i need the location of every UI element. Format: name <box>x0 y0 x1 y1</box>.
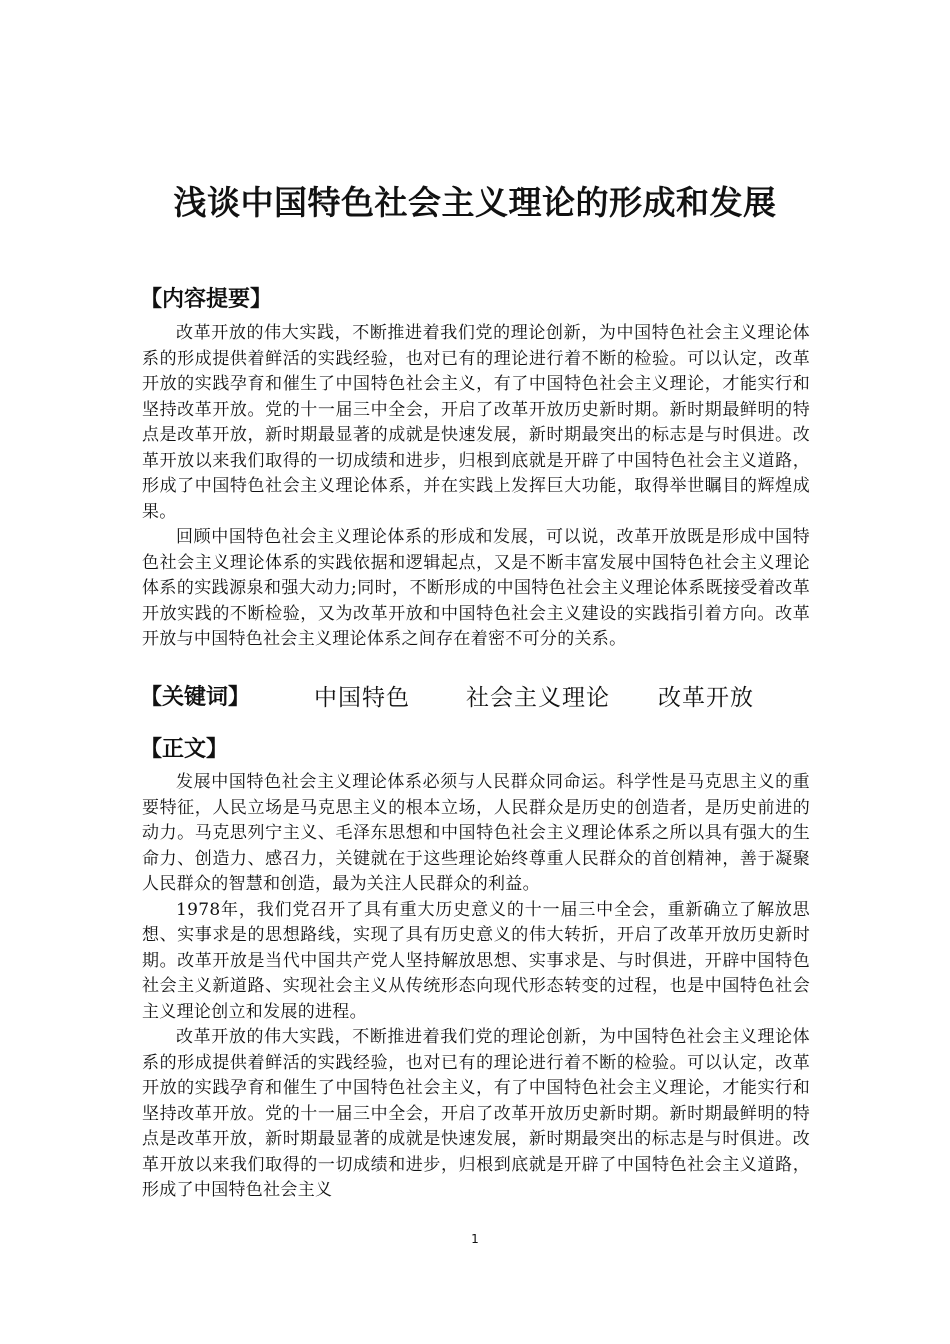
abstract-heading: 【内容提要】 <box>140 287 273 312</box>
body-section <box>142 770 810 1222</box>
body-paragraph-1: 发展中国特色社会主义理论体系必须与人民群众同命运。科学性是马克思主义的重要特征，人民立场是马克思主义的根本立场，人民群众是历史的创造者，是历史前进的动力。马克思列宁主义、毛泽东思想和中国特色社会主义理论体系之所以具有强大的生命力、创造力、感召力，关键就在于这些理论始终尊重人民群众的首创精神，善于凝聚人民群众的智慧和创造，最为关注人民群众的利益。 <box>142 772 810 894</box>
body-paragraph-3: 改革开放的伟大实践，不断推进着我们党的理论创新，为中国特色社会主义理论体系的形成提供着鲜活的实践经验，也对已有的理论进行着不断的检验。可以认定，改革开放的实践孕育和催生了中国特色社会主义，有了中国特色社会主义理论，才能实行和坚持改革开放。党的十一届三中全会，开启了改革开放历史新时期。新时期最鲜明的特点是改革开放，新时期最显著的成就是快速发展，新时期最突出的标志是与时俱进。改革开放以来我们取得的一切成绩和进步，归根到底就是开辟了中国特色社会主义道路，形成了中国特色社会主义 <box>142 1027 810 1200</box>
keywords-line <box>140 681 820 715</box>
keyword-item: 社会主义理论 <box>466 685 610 711</box>
keyword-item: 中国特色 <box>314 685 410 711</box>
keywords-label: 【关键词】 <box>140 685 251 710</box>
keyword-item: 改革开放 <box>658 685 754 711</box>
body-heading: 【正文】 <box>140 737 229 762</box>
page-number: 1 <box>471 1232 479 1246</box>
body-paragraph-2: 1978年，我们党召开了具有重大历史意义的十一届三中全会，重新确立了解放思想、实事求是的思想路线，实现了具有历史意义的伟大转折，开启了改革开放历史新时期。改革开放是当代中国共产党人坚持解放思想、实事求是、与时俱进，开辟中国特色社会主义新道路、实现社会主义从传统形态向现代形态转变的过程，也是中国特色社会主义理论创立和发展的进程。 <box>142 899 810 1022</box>
abstract-paragraph-1: 改革开放的伟大实践，不断推进着我们党的理论创新，为中国特色社会主义理论体系的形成提供着鲜活的实践经验，也对已有的理论进行着不断的检验。可以认定，改革开放的实践孕育和催生了中国特色社会主义，有了中国特色社会主义理论，才能实行和坚持改革开放。党的十一届三中全会，开启了改革开放历史新时期。新时期最鲜明的特点是改革开放，新时期最显著的成就是快速发展，新时期最突出的标志是与时俱进。改革开放以来我们取得的一切成绩和进步，归根到底就是开辟了中国特色社会主义道路，形成了中国特色社会主义理论体系，并在实践上发挥巨大功能，取得举世瞩目的辉煌成果。 <box>142 323 810 522</box>
abstract-section <box>142 321 810 653</box>
document-title: 浅谈中国特色社会主义理论的形成和发展 <box>173 183 777 222</box>
abstract-paragraph-2: 回顾中国特色社会主义理论体系的形成和发展，可以说，改革开放既是形成中国特色社会主义理论体系的实践依据和逻辑起点，又是不断丰富发展中国特色社会主义理论体系的实践源泉和强大动力;同时，不断形成的中国特色社会主义理论体系既接受着改革开放实践的不断检验，又为改革开放和中国特色社会主义建设的实践指引着方向。改革开放与中国特色社会主义理论体系之间存在着密不可分的关系。 <box>142 527 810 649</box>
